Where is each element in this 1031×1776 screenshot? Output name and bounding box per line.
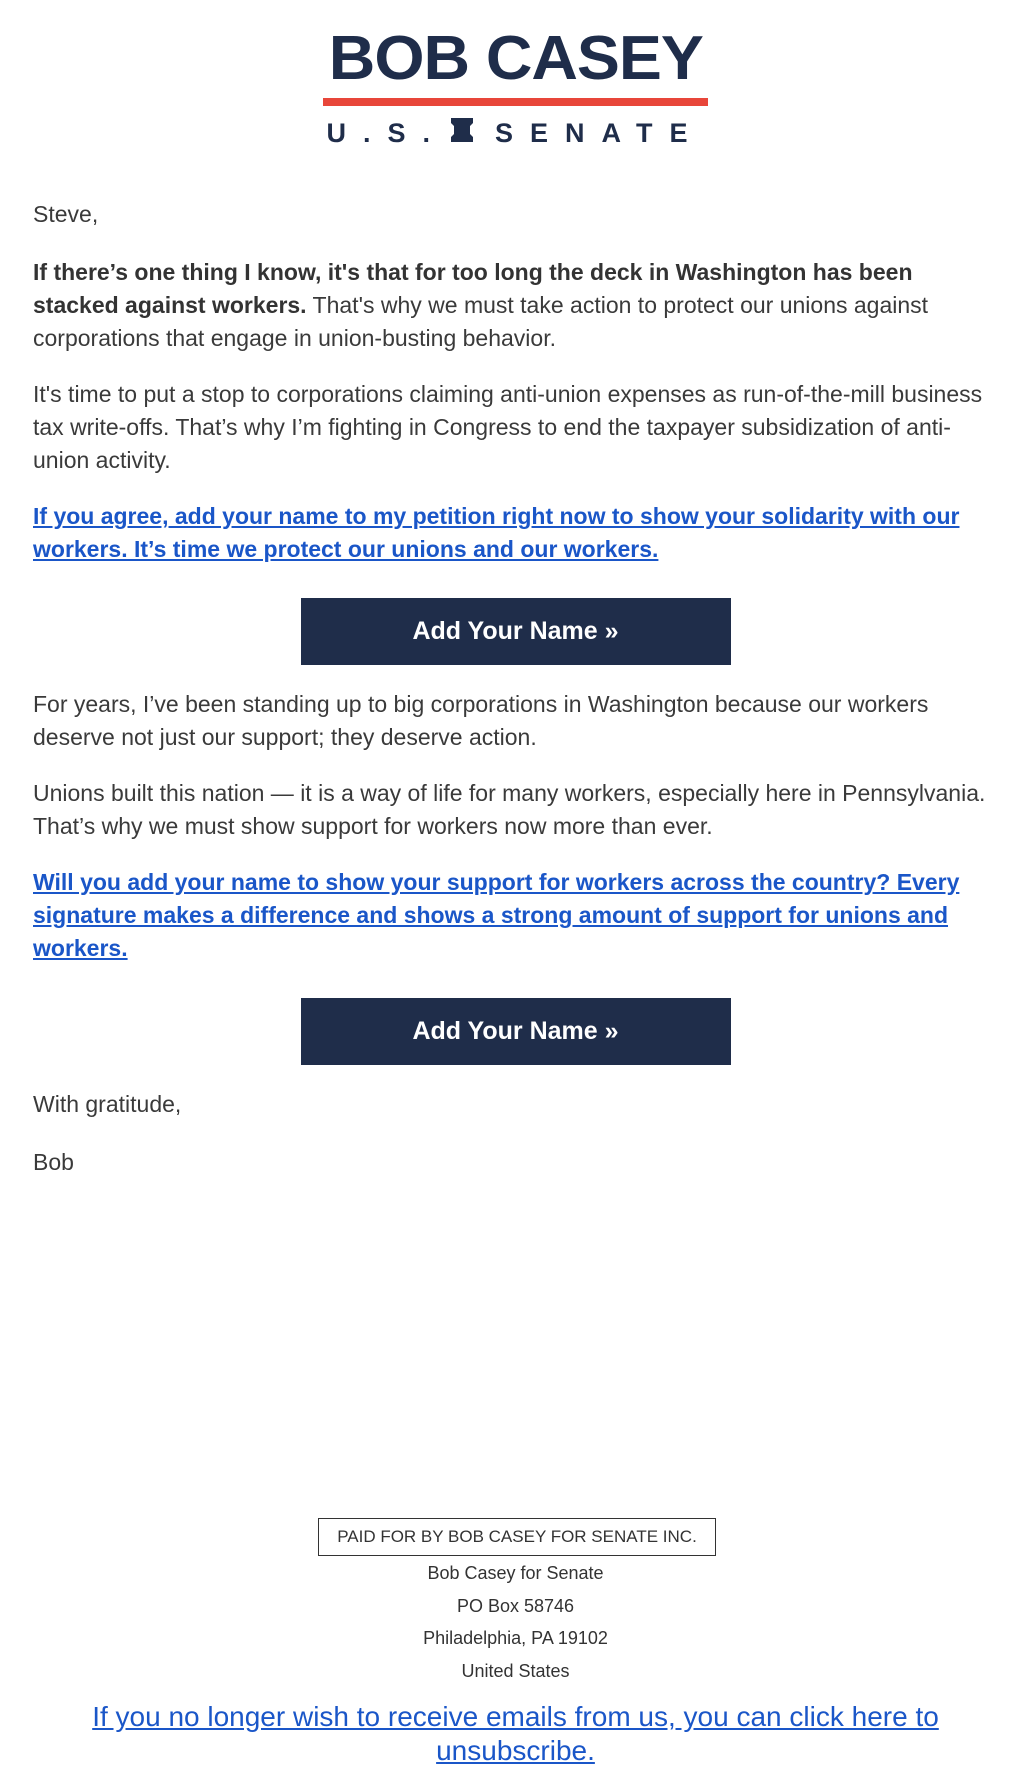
petition-link-1-block xyxy=(33,500,998,566)
paid-for-disclaimer: PAID FOR BY BOB CASEY FOR SENATE INC. xyxy=(318,1518,716,1556)
add-name-button-1-wrap xyxy=(0,598,1031,665)
keystone-icon xyxy=(451,118,473,149)
paragraph-4: Unions built this nation — it is a way of life for many workers, especially here in Pennsylvania. That’s why we must show support for workers now more than ever. xyxy=(33,780,986,839)
petition-link-2[interactable]: Will you add your name to show your support for workers across the country? Every signature makes a difference and shows a strong amount of support for unions and workers. xyxy=(33,869,960,961)
add-name-button-2-wrap xyxy=(0,998,1031,1065)
logo-red-bar xyxy=(323,98,708,106)
footer-country: United States xyxy=(461,1661,570,1681)
logo-sub-right: SENATE xyxy=(495,118,705,148)
petition-link-2-block xyxy=(33,866,998,965)
footer-city: Philadelphia, PA 19102 xyxy=(423,1628,608,1648)
paragraph-2: It's time to put a stop to corporations claiming anti-union expenses as run-of-the-mill business tax write-offs. That’s why I’m fighting in Congress to end the taxpayer subsidization of anti-union activity. xyxy=(33,381,983,473)
petition-link-1[interactable]: If you agree, add your name to my petition right now to show your solidarity with our workers. It’s time we protect our unions and our workers. xyxy=(33,503,960,562)
closing: With gratitude, xyxy=(33,1091,182,1117)
logo-sub-left: U.S. xyxy=(326,118,447,148)
add-name-button-1[interactable]: Add Your Name » xyxy=(301,598,731,665)
add-name-button-2[interactable]: Add Your Name » xyxy=(301,998,731,1065)
footer-po-box: PO Box 58746 xyxy=(456,1596,575,1616)
paragraph-1 xyxy=(33,256,998,355)
footer-org: Bob Casey for Senate xyxy=(427,1563,604,1583)
greeting: Steve, xyxy=(33,201,99,227)
signature: Bob xyxy=(33,1149,74,1175)
paragraph-1-bold: If there’s one thing I know, it's that for too long the deck in Washington has been stacked against workers. xyxy=(33,259,913,318)
logo-subtitle xyxy=(0,118,1031,149)
unsubscribe-block xyxy=(60,1700,971,1768)
paragraph-3: For years, I’ve been standing up to big corporations in Washington because our workers deserve not just our support; they deserve action. xyxy=(33,691,929,750)
unsubscribe-link[interactable]: If you no longer wish to receive emails from us, you can click here to unsubscribe. xyxy=(92,1701,939,1766)
campaign-logo xyxy=(0,24,1031,149)
paragraph-1-rest: That's why we must take action to protect our unions against corporations that engage in union-busting behavior. xyxy=(33,292,929,351)
logo-name: BOB CASEY xyxy=(328,24,703,93)
